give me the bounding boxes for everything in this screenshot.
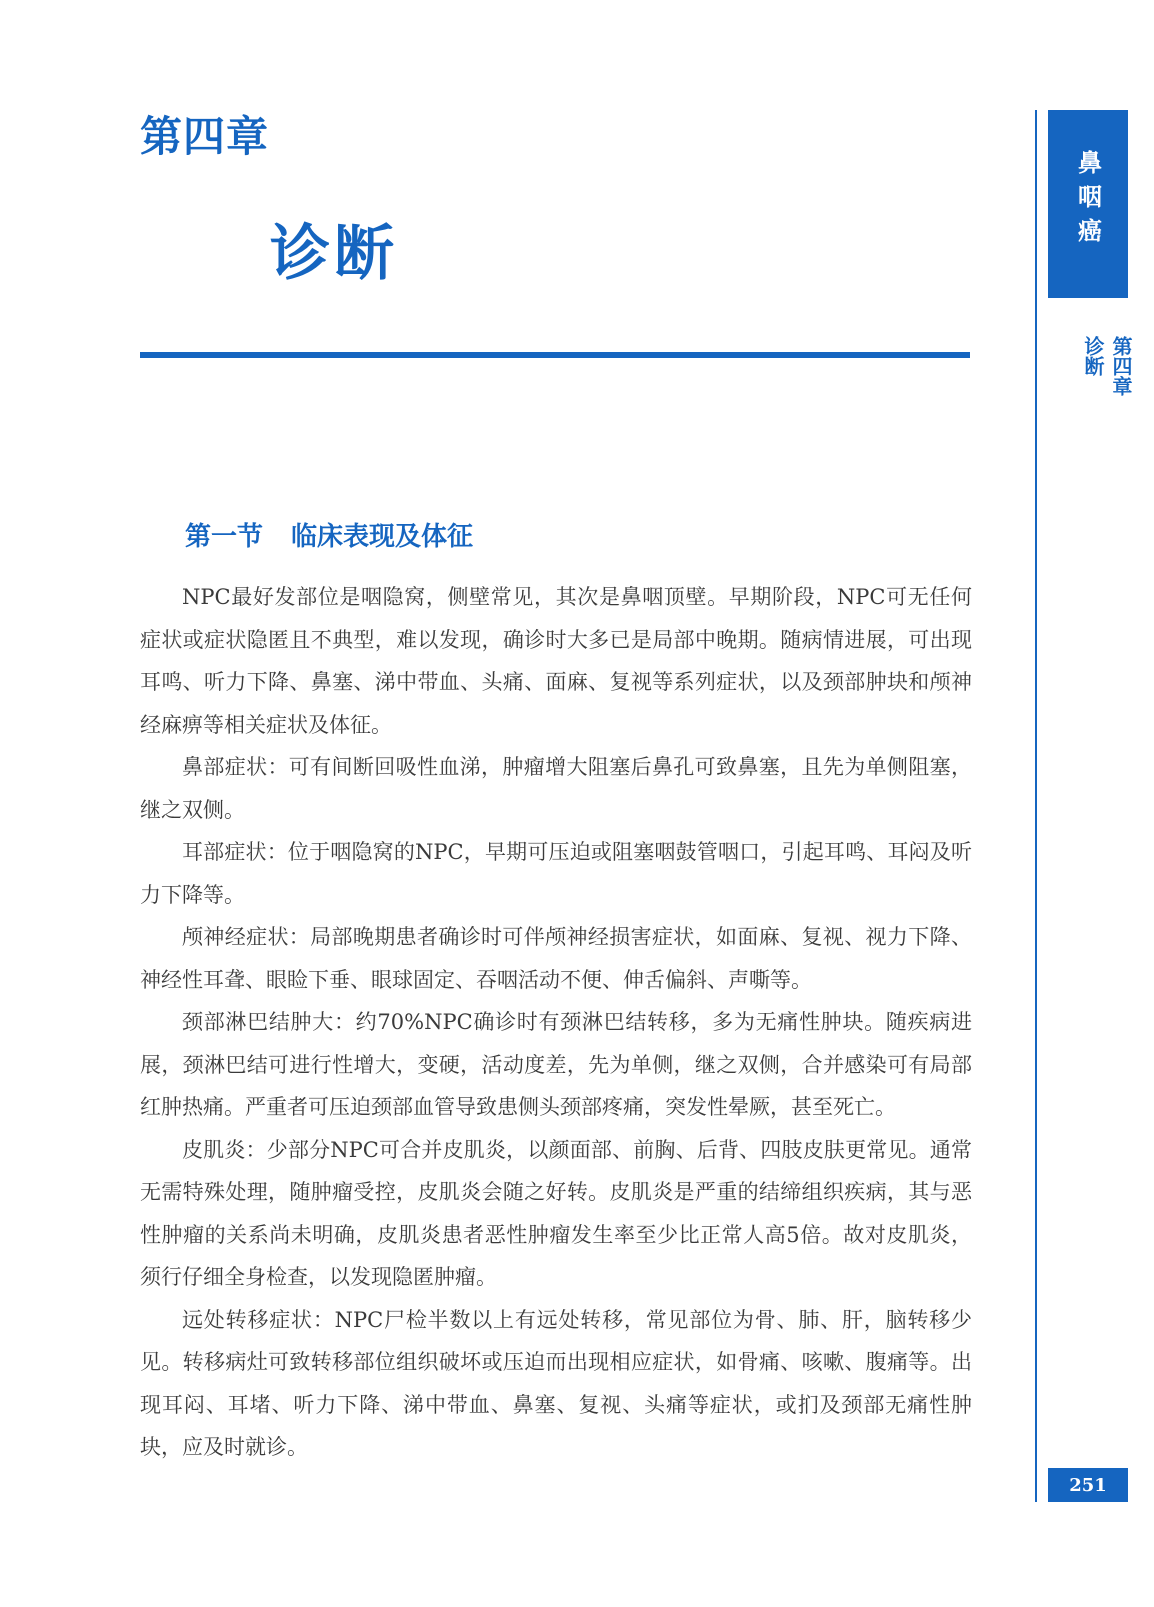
paragraph-cranial-nerve-symptoms: 颅神经症状：局部晚期患者确诊时可伴颅神经损害症状，如面麻、复视、视力下降、神经性耳聋、眼睑下垂、眼球固定、吞咽活动不便、伸舌偏斜、声嘶等。 bbox=[140, 925, 972, 992]
paragraph-nasal-symptoms: 鼻部症状：可有间断回吸性血涕，肿瘤增大阻塞后鼻孔可致鼻塞，且先为单侧阻塞，继之双侧。 bbox=[140, 755, 972, 822]
page-number: 251 bbox=[1048, 1468, 1128, 1502]
paragraph-ear-symptoms: 耳部症状：位于咽隐窝的NPC，早期可压迫或阻塞咽鼓管咽口，引起耳鸣、耳闷及听力下降等。 bbox=[140, 840, 972, 907]
side-book-title: 鼻咽癌 bbox=[1073, 150, 1102, 252]
body-text bbox=[140, 576, 972, 1469]
paragraph-intro: NPC最好发部位是咽隐窝，侧壁常见，其次是鼻咽顶壁。早期阶段，NPC可无任何症状或症状隐匿且不典型，难以发现，确诊时大多已是局部中晚期。随病情进展，可出现耳鸣、听力下降、鼻塞、涕中带血、头痛、面麻、复视等系列症状，以及颈部肿块和颅神经麻痹等相关症状及体征。 bbox=[140, 585, 972, 737]
side-chapter-label: 第四章 bbox=[1109, 336, 1133, 396]
section-heading bbox=[185, 516, 473, 553]
chapter-title: 诊断 bbox=[270, 219, 398, 289]
title-divider bbox=[140, 352, 970, 358]
chapter-label: 第四章 bbox=[140, 112, 270, 161]
paragraph-dermatomyositis: 皮肌炎：少部分NPC可合并皮肌炎，以颜面部、前胸、后背、四肢皮肤更常见。通常无需特殊处理，随肿瘤受控，皮肌炎会随之好转。皮肌炎是严重的结缔组织疾病，其与恶性肿瘤的关系尚未明确，皮肌炎患者恶性肿瘤发生率至少比正常人高5倍。故对皮肌炎，须行仔细全身检查，以发现隐匿肿瘤。 bbox=[140, 1137, 972, 1289]
side-book-tab bbox=[1048, 110, 1128, 298]
side-chapter-title: 诊断 bbox=[1081, 336, 1105, 376]
section-title: 临床表现及体征 bbox=[291, 522, 474, 552]
paragraph-cervical-lymph-nodes: 颈部淋巴结肿大：约70%NPC确诊时有颈淋巴结转移，多为无痛性肿块。随疾病进展，颈淋巴结可进行性增大，变硬，活动度差，先为单侧，继之双侧，合并感染可有局部红肿热痛。严重者可压迫颈部血管导致患侧头颈部疼痛，突发性晕厥，甚至死亡。 bbox=[140, 1010, 972, 1119]
section-number: 第一节 bbox=[185, 522, 264, 552]
side-chapter-marker bbox=[1079, 336, 1135, 396]
side-vertical-line bbox=[1035, 110, 1037, 1502]
paragraph-distant-metastasis: 远处转移症状：NPC尸检半数以上有远处转移，常见部位为骨、肺、肝，脑转移少见。转移病灶可致转移部位组织破坏或压迫而出现相应症状，如骨痛、咳嗽、腹痛等。出现耳闷、耳堵、听力下降、涕中带血、鼻塞、复视、头痛等症状，或扪及颈部无痛性肿块，应及时就诊。 bbox=[140, 1307, 972, 1459]
